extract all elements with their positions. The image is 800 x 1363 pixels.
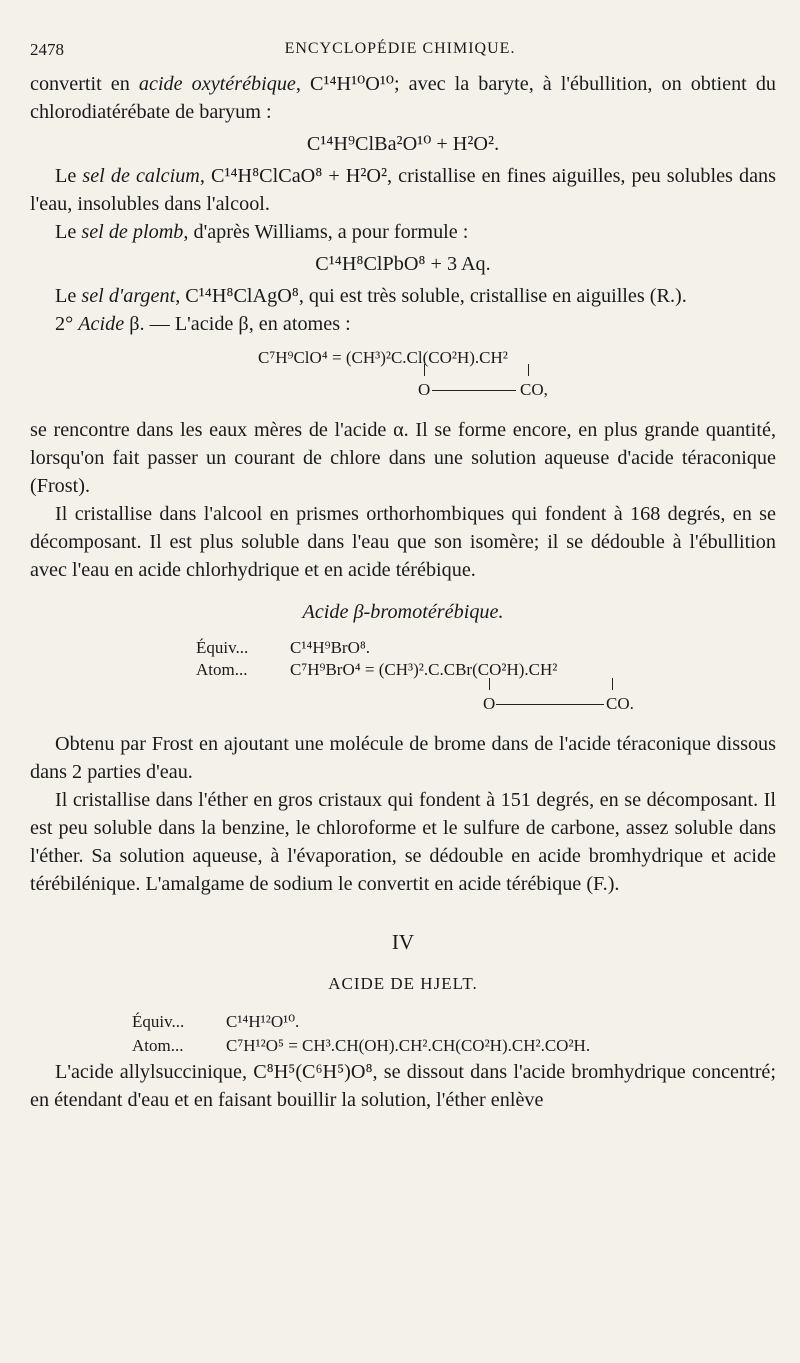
structural-formula bbox=[30, 344, 776, 410]
paragraph: Le sel d'argent, C¹⁴H⁸ClAgO⁸, qui est très soluble, cristallise en aiguilles (R.). bbox=[55, 285, 687, 307]
section-title: ACIDE DE HJELT. bbox=[328, 974, 478, 993]
formula-label: Équiv... bbox=[196, 638, 249, 657]
compound-name: sel de plomb bbox=[81, 221, 184, 243]
formula-value: C¹⁴H⁹BrO⁸. bbox=[290, 638, 371, 657]
formula-label: Atom... bbox=[132, 1036, 184, 1055]
oxygen-atom: O bbox=[483, 694, 496, 713]
carbonyl-group: CO, bbox=[520, 380, 548, 399]
formula-value: C⁷H¹²O⁵ = CH³.CH(OH).CH².CH(CO²H).CH².CO²H. bbox=[226, 1036, 591, 1055]
paragraph: Obtenu par Frost en ajoutant une molécule de brome dans de l'acide téraconique dissous dans 2 parties d'eau. bbox=[30, 733, 776, 783]
formula-value: C⁷H⁹BrO⁴ = (CH³)².C.CBr(CO²H).CH² bbox=[290, 660, 558, 679]
formula-line: C⁷H⁹ClO⁴ = (CH³)²C.Cl(CO²H).CH² bbox=[258, 348, 508, 367]
page-body bbox=[30, 70, 776, 1114]
compound-name: acide oxytérébique bbox=[138, 73, 296, 95]
paragraph: Il cristallise dans l'éther en gros cristaux qui fondent à 151 degrés, en se décomposant. Il est peu soluble dans la benzine, le chloroforme et le sulfure de carbone, assez soluble dans l'éther. Sa solution aqueuse, à l'évaporation, se dédouble en acide bromhydrique et acide térébilénique. L'amalgame de sodium le convertit en acide térébique (F.). bbox=[30, 789, 776, 895]
paragraph: Le sel de plomb, d'après Williams, a pour formule : bbox=[55, 221, 469, 243]
running-title: ENCYCLOPÉDIE CHIMIQUE. bbox=[284, 40, 516, 57]
bond-line bbox=[496, 704, 604, 705]
carbonyl-group: CO. bbox=[606, 694, 634, 713]
bond-line bbox=[489, 678, 490, 690]
formula-label: Atom... bbox=[196, 660, 248, 679]
formula: C¹⁴H⁸ClPbO⁸ + 3 Aq. bbox=[315, 253, 491, 275]
oxygen-atom: O bbox=[418, 380, 431, 399]
formula-block bbox=[30, 1008, 776, 1058]
bond-line bbox=[528, 364, 529, 376]
formula-value: C¹⁴H¹²O¹⁰. bbox=[226, 1012, 300, 1031]
formula-label: Équiv... bbox=[132, 1012, 185, 1031]
bond-line bbox=[424, 364, 425, 376]
formula-block bbox=[30, 634, 776, 730]
page-header bbox=[30, 40, 770, 64]
section-number: IV bbox=[391, 930, 415, 954]
paragraph: 2° Acide β. — L'acide β, en atomes : bbox=[55, 313, 351, 335]
compound-name: sel de calcium bbox=[82, 165, 200, 187]
paragraph: L'acide allylsuccinique, C⁸H⁵(C⁶H⁵)O⁸, se dissout dans l'acide bromhydrique concentré; en étendant d'eau et en faisant bouillir la solution, l'éther enlève bbox=[30, 1061, 776, 1111]
page-number: 2478 bbox=[30, 40, 64, 59]
compound-name: sel d'argent bbox=[81, 285, 176, 307]
bond-line bbox=[612, 678, 613, 690]
bond-line bbox=[432, 390, 516, 391]
paragraph: se rencontre dans les eaux mères de l'acide α. Il se forme encore, en plus grande quantité, lorsqu'on fait passer un courant de chlore dans une solution aqueuse d'acide téraconique (Frost). bbox=[30, 419, 776, 497]
paragraph: Il cristallise dans l'alcool en prismes orthorhombiques qui fondent à 168 degrés, en se décomposant. Il est plus soluble dans l'eau que son isomère; il se dédouble à l'ébullition avec l'eau en acide chlorhydrique et en acide térébique. bbox=[30, 503, 776, 581]
subsection-heading: Acide β-bromotérébique. bbox=[302, 601, 504, 623]
compound-name: Acide bbox=[78, 313, 125, 335]
paragraph: Le sel de calcium, C¹⁴H⁸ClCaO⁸ + H²O², cristallise en fines aiguilles, peu solubles dans l'eau, insolubles dans l'alcool. bbox=[30, 165, 776, 215]
paragraph: convertit en acide oxytérébique, C¹⁴H¹⁰O¹⁰; avec la baryte, à l'ébullition, on obtient du chlorodiatérébate de baryum : bbox=[30, 73, 777, 123]
formula: C¹⁴H⁹ClBa²O¹⁰ + H²O². bbox=[306, 133, 500, 155]
